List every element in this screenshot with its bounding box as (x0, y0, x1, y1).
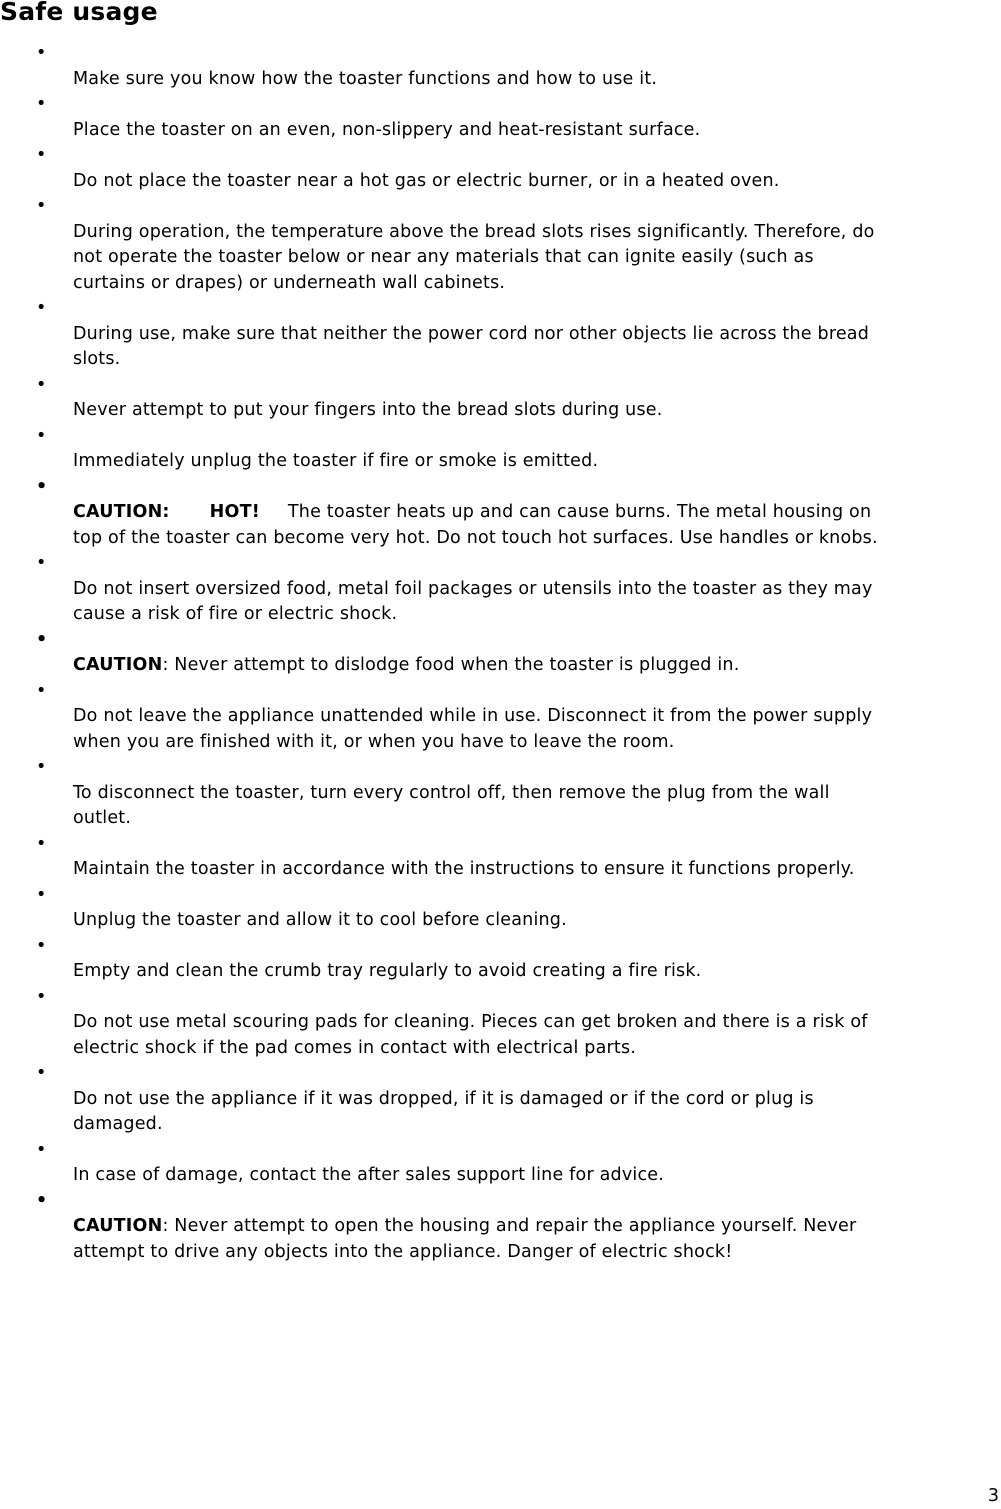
item-text: Make sure you know how the toaster functions and how to use it. (73, 68, 658, 89)
item-text: During use, make sure that neither the power cord nor other objects lie across the bread slots. (73, 323, 870, 369)
list-item (0, 296, 1001, 373)
list-item-caution-hot (0, 475, 1001, 552)
bullet: • (36, 196, 47, 216)
bullet: • (36, 145, 47, 165)
page-title: Safe usage (0, 0, 158, 26)
list-item (0, 194, 1001, 296)
safety-list (0, 41, 1001, 1265)
list-item (0, 985, 1001, 1062)
bullet: • (36, 986, 47, 1007)
bullet: • (36, 1063, 47, 1083)
list-item (0, 1138, 1001, 1189)
item-text: During operation, the temperature above the bread slots rises significantly. Therefore, do not operate the toaster below or near any materials that can ignite easily (such as curtains or drapes) or underneath wall cabinets. (73, 221, 875, 293)
bullet: • (36, 1139, 47, 1160)
page-number: 3 (987, 1486, 999, 1506)
bullet: • (36, 476, 48, 497)
item-text: Do not use metal scouring pads for cleaning. Pieces can get broken and there is a risk of electric shock if the pad comes in contact with electrical parts. (73, 1012, 868, 1058)
item-text: To disconnect the toaster, turn every control off, then remove the plug from the wall outlet. (73, 782, 830, 828)
bullet: • (36, 833, 47, 854)
item-text: Unplug the toaster and allow it to cool before cleaning. (73, 910, 567, 930)
list-item-caution (0, 628, 1001, 679)
item-text: Place the toaster on an even, non-slippery and heat-resistant surface. (73, 119, 701, 140)
list-item (0, 143, 1001, 194)
bullet: • (36, 425, 47, 446)
bullet: • (36, 94, 47, 114)
item-text: Do not use the appliance if it was dropped, if it is damaged or if the cord or plug is damaged. (73, 1088, 814, 1134)
item-text: In case of damage, contact the after sales support line for advice. (73, 1165, 665, 1185)
caution-label: CAUTION: (73, 502, 170, 522)
list-item (0, 92, 1001, 143)
list-item (0, 424, 1001, 475)
item-text: Never attempt to put your fingers into the bread slots during use. (73, 400, 663, 420)
list-item (0, 373, 1001, 424)
item-text: Maintain the toaster in accordance with the instructions to ensure it functions properly. (73, 859, 855, 879)
bullet: • (36, 43, 47, 63)
item-text: Empty and clean the crumb tray regularly to avoid creating a fire risk. (73, 961, 702, 981)
caution-label: CAUTION (73, 1216, 163, 1236)
bullet: • (36, 298, 47, 318)
list-item (0, 679, 1001, 756)
hot-label: HOT! (209, 502, 260, 522)
bullet: • (36, 374, 47, 395)
bullet: • (36, 629, 48, 650)
item-text: Do not place the toaster near a hot gas or electric burner, or in a heated oven. (73, 170, 780, 191)
bullet: • (36, 680, 47, 701)
list-item (0, 1061, 1001, 1138)
list-item (0, 551, 1001, 628)
item-text: Do not leave the appliance unattended while in use. Disconnect it from the power supply when you are finished with it, or when you have to leave the room. (73, 706, 873, 752)
list-item (0, 755, 1001, 832)
item-text: Immediately unplug the toaster if fire or smoke is emitted. (73, 451, 599, 471)
list-item (0, 41, 1001, 92)
item-text: : Never attempt to dislodge food when the toaster is plugged in. (162, 655, 740, 675)
item-text: The toaster heats up and can cause burns. The metal housing on top of the toaster can become very hot. Do not touch hot surfaces. Use handles or knobs. (73, 502, 878, 548)
bullet: • (36, 884, 47, 905)
list-item (0, 934, 1001, 985)
bullet: • (36, 757, 47, 777)
caution-label: CAUTION (73, 655, 163, 675)
list-item-caution (0, 1189, 1001, 1266)
item-text: : Never attempt to open the housing and repair the appliance yourself. Never attempt to drive any objects into the appliance. Danger of electric shock! (73, 1216, 857, 1262)
bullet: • (36, 553, 47, 573)
bullet: • (36, 935, 47, 956)
bullet: • (36, 1190, 48, 1211)
list-item (0, 883, 1001, 934)
list-item (0, 832, 1001, 883)
item-text: Do not insert oversized food, metal foil packages or utensils into the toaster as they may cause a risk of fire or electric shock. (73, 578, 873, 624)
